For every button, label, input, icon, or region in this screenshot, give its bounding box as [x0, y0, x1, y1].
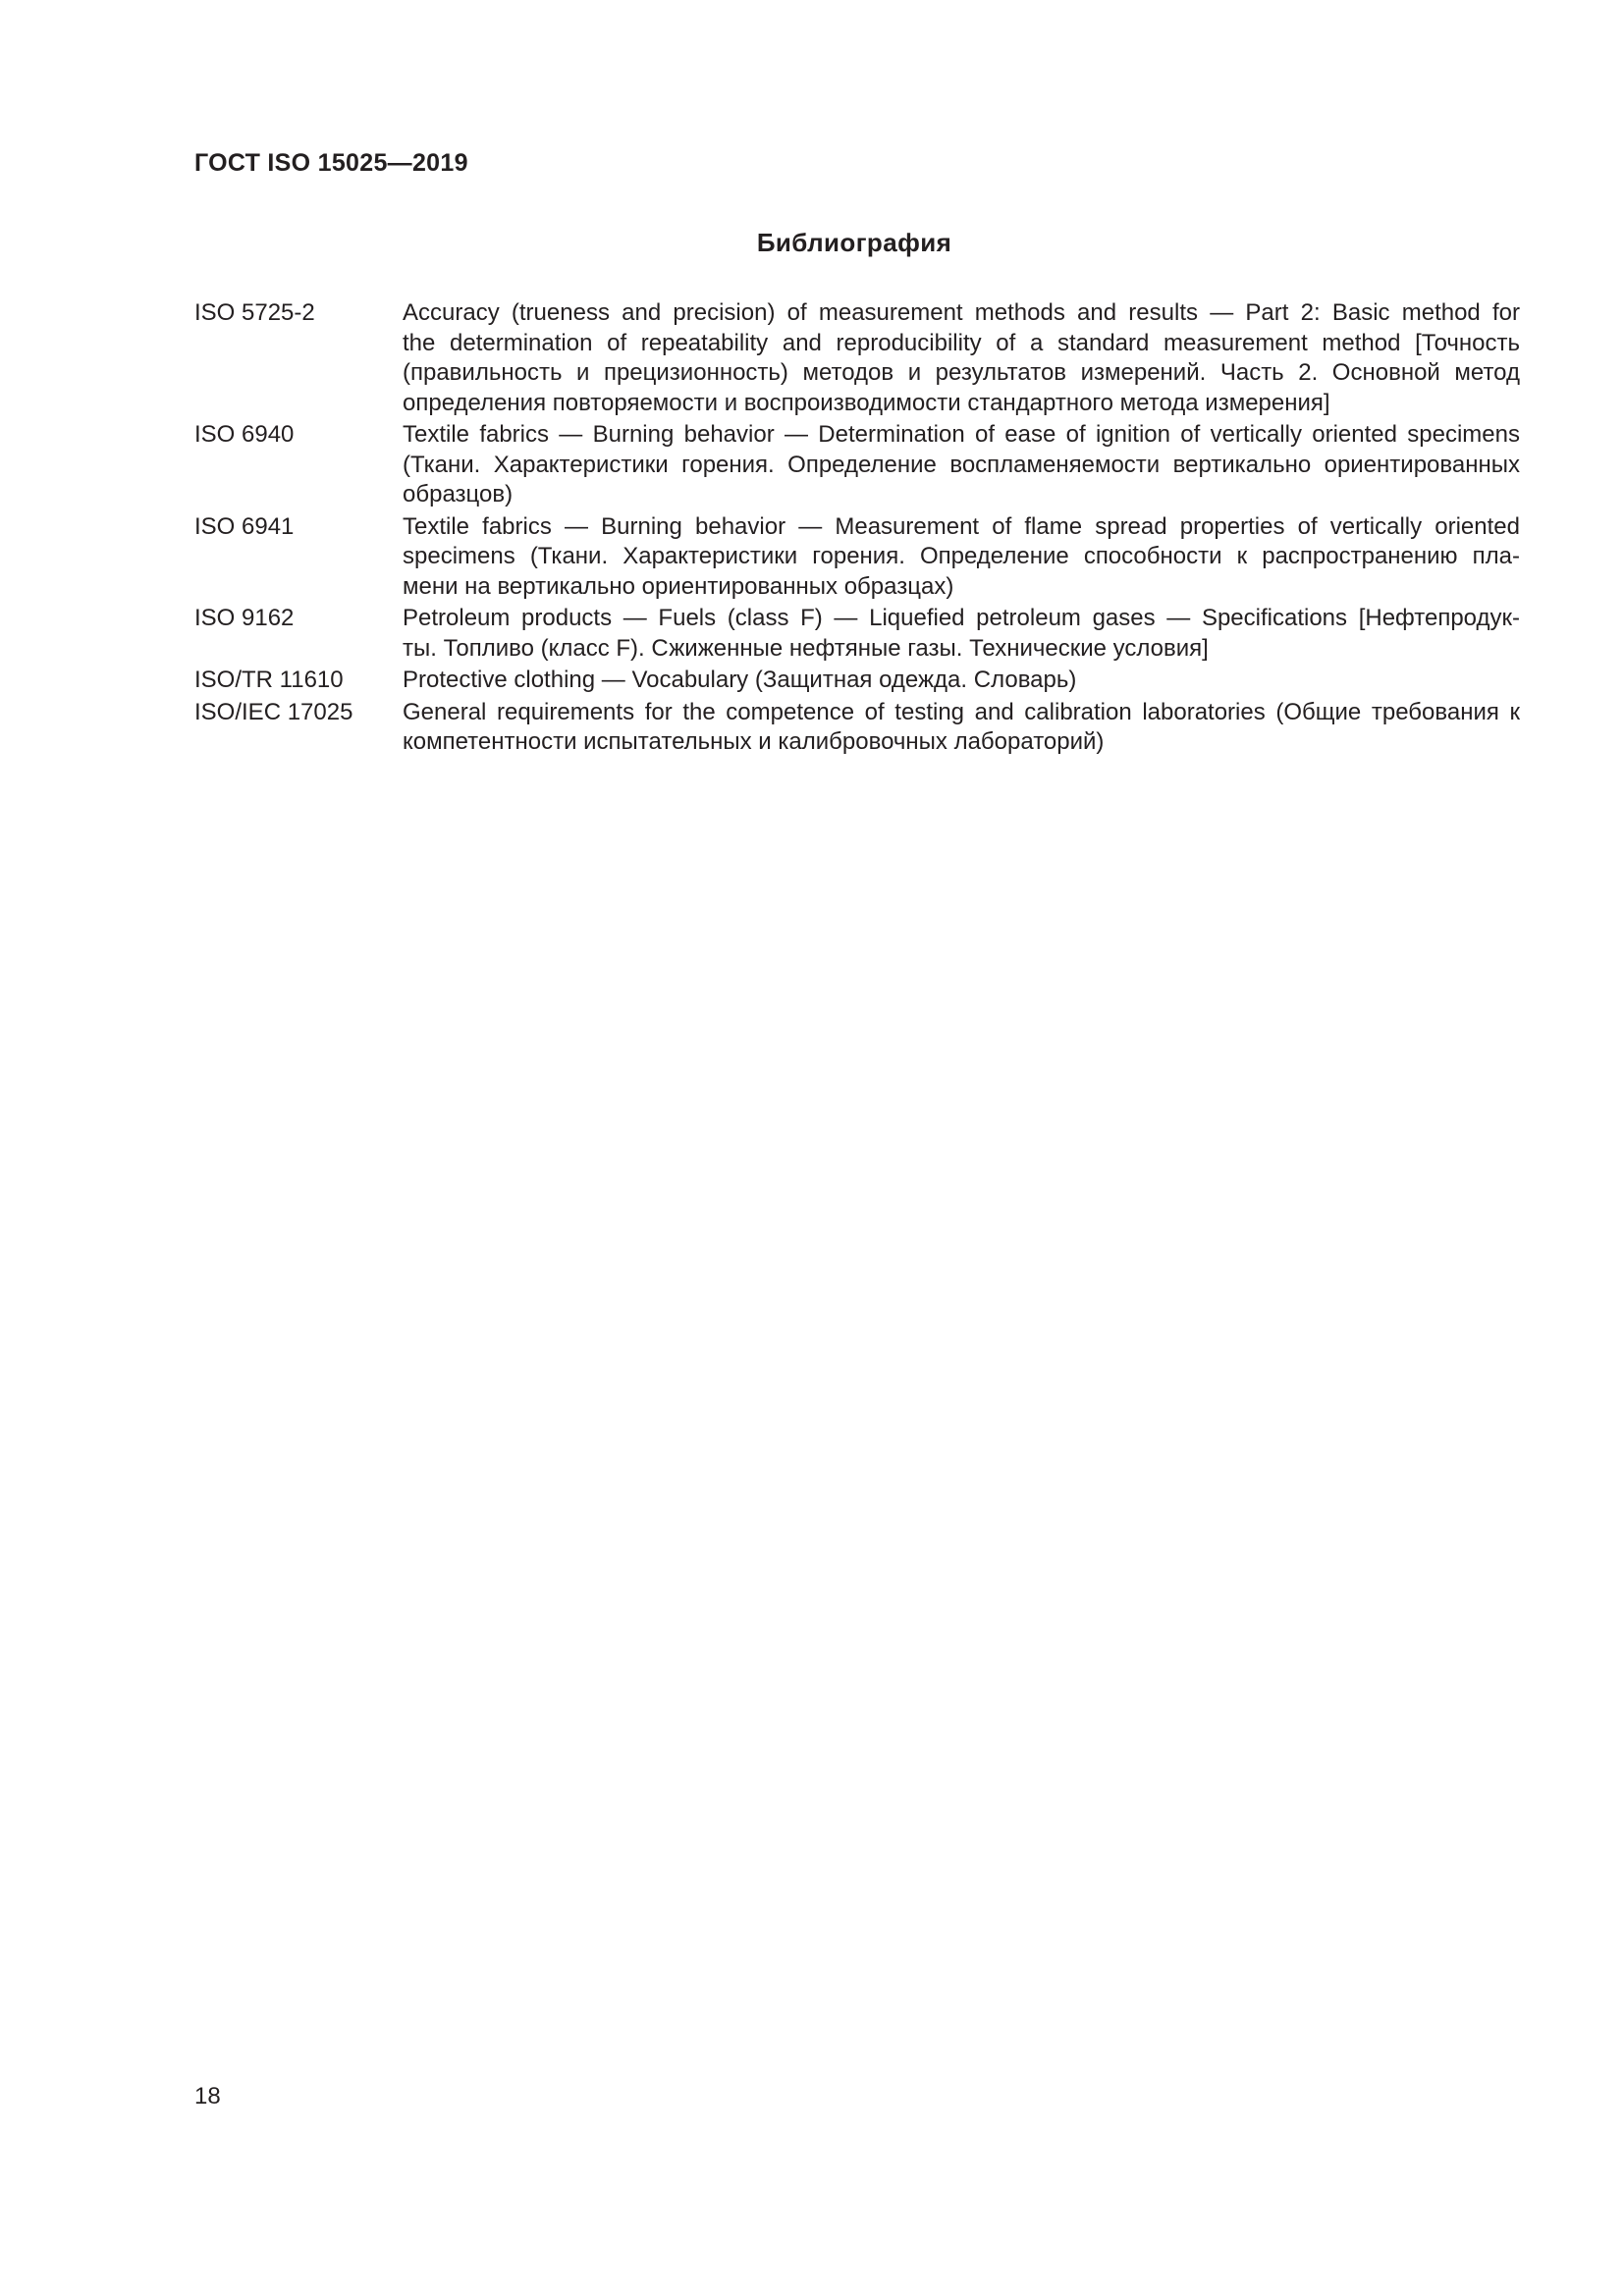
reference-title-line: ты. Топливо (класс F). Сжиженные нефтяные газы. Технические условия] [403, 634, 1209, 662]
reference-title-line: определения повторяемости и воспроизводимости стандартного метода измерения] [403, 389, 1330, 416]
document-standard-code: ГОСТ ISO 15025—2019 [194, 149, 468, 177]
reference-title [403, 420, 1520, 510]
reference-title-line: Protective clothing — Vocabulary (Защитная одежда. Словарь) [403, 667, 1077, 693]
reference-title [403, 298, 1520, 418]
reference-title-line: Textile fabrics — Burning behavior — Determination of ease of ignition of vertically oriented specimens [403, 421, 1520, 448]
reference-code: ISO 9162 [194, 605, 295, 631]
reference-title-line: Textile fabrics — Burning behavior — Measurement of flame spread properties of vertically oriented [403, 512, 1520, 540]
reference-code: ISO 6941 [194, 512, 295, 540]
reference-title-line: General requirements for the competence of testing and calibration laboratories (Общие требования к [403, 698, 1520, 725]
reference-title-line: (правильность и прецизионность) методов и результатов измерений. Часть 2. Основной метод [403, 359, 1520, 386]
bibliography-entry [194, 604, 1520, 664]
bibliography-entry [194, 698, 1520, 758]
reference-title-line: компетентности испытательных и калибровочных лабораторий) [403, 728, 1105, 755]
bibliography-entry [194, 666, 1520, 696]
reference-title-line: мени на вертикально ориентированных образцах) [403, 572, 954, 600]
reference-code: ISO 5725-2 [194, 299, 315, 326]
reference-code: ISO 6940 [194, 421, 295, 448]
reference-title-line: Petroleum products — Fuels (class F) — Liquefied petroleum gases — Specifications [Нефтепродук- [403, 605, 1520, 631]
bibliography-list [194, 298, 1520, 760]
reference-title-line: Accuracy (trueness and precision) of measurement methods and results — Part 2: Basic method for [403, 299, 1520, 326]
reference-title-line: (Ткани. Характеристики горения. Определение воспламеняемости вертикально ориентированных [403, 451, 1520, 478]
bibliography-entry [194, 512, 1520, 603]
reference-title [403, 698, 1520, 758]
reference-title-line: образцов) [403, 481, 514, 507]
reference-title-line: specimens (Ткани. Характеристики горения. Определение способности к распространению пла- [403, 543, 1520, 569]
reference-title [403, 666, 1520, 696]
reference-title-line: the determination of repeatability and reproducibility of a standard measurement method [Точность [403, 329, 1520, 356]
reference-title [403, 512, 1520, 603]
bibliography-entry [194, 420, 1520, 510]
page-number: 18 [194, 2083, 221, 2109]
reference-title [403, 604, 1520, 664]
bibliography-entry [194, 298, 1520, 418]
reference-code: ISO/IEC 17025 [194, 698, 353, 725]
section-title: Библиография [756, 228, 952, 257]
reference-code: ISO/TR 11610 [194, 667, 344, 693]
